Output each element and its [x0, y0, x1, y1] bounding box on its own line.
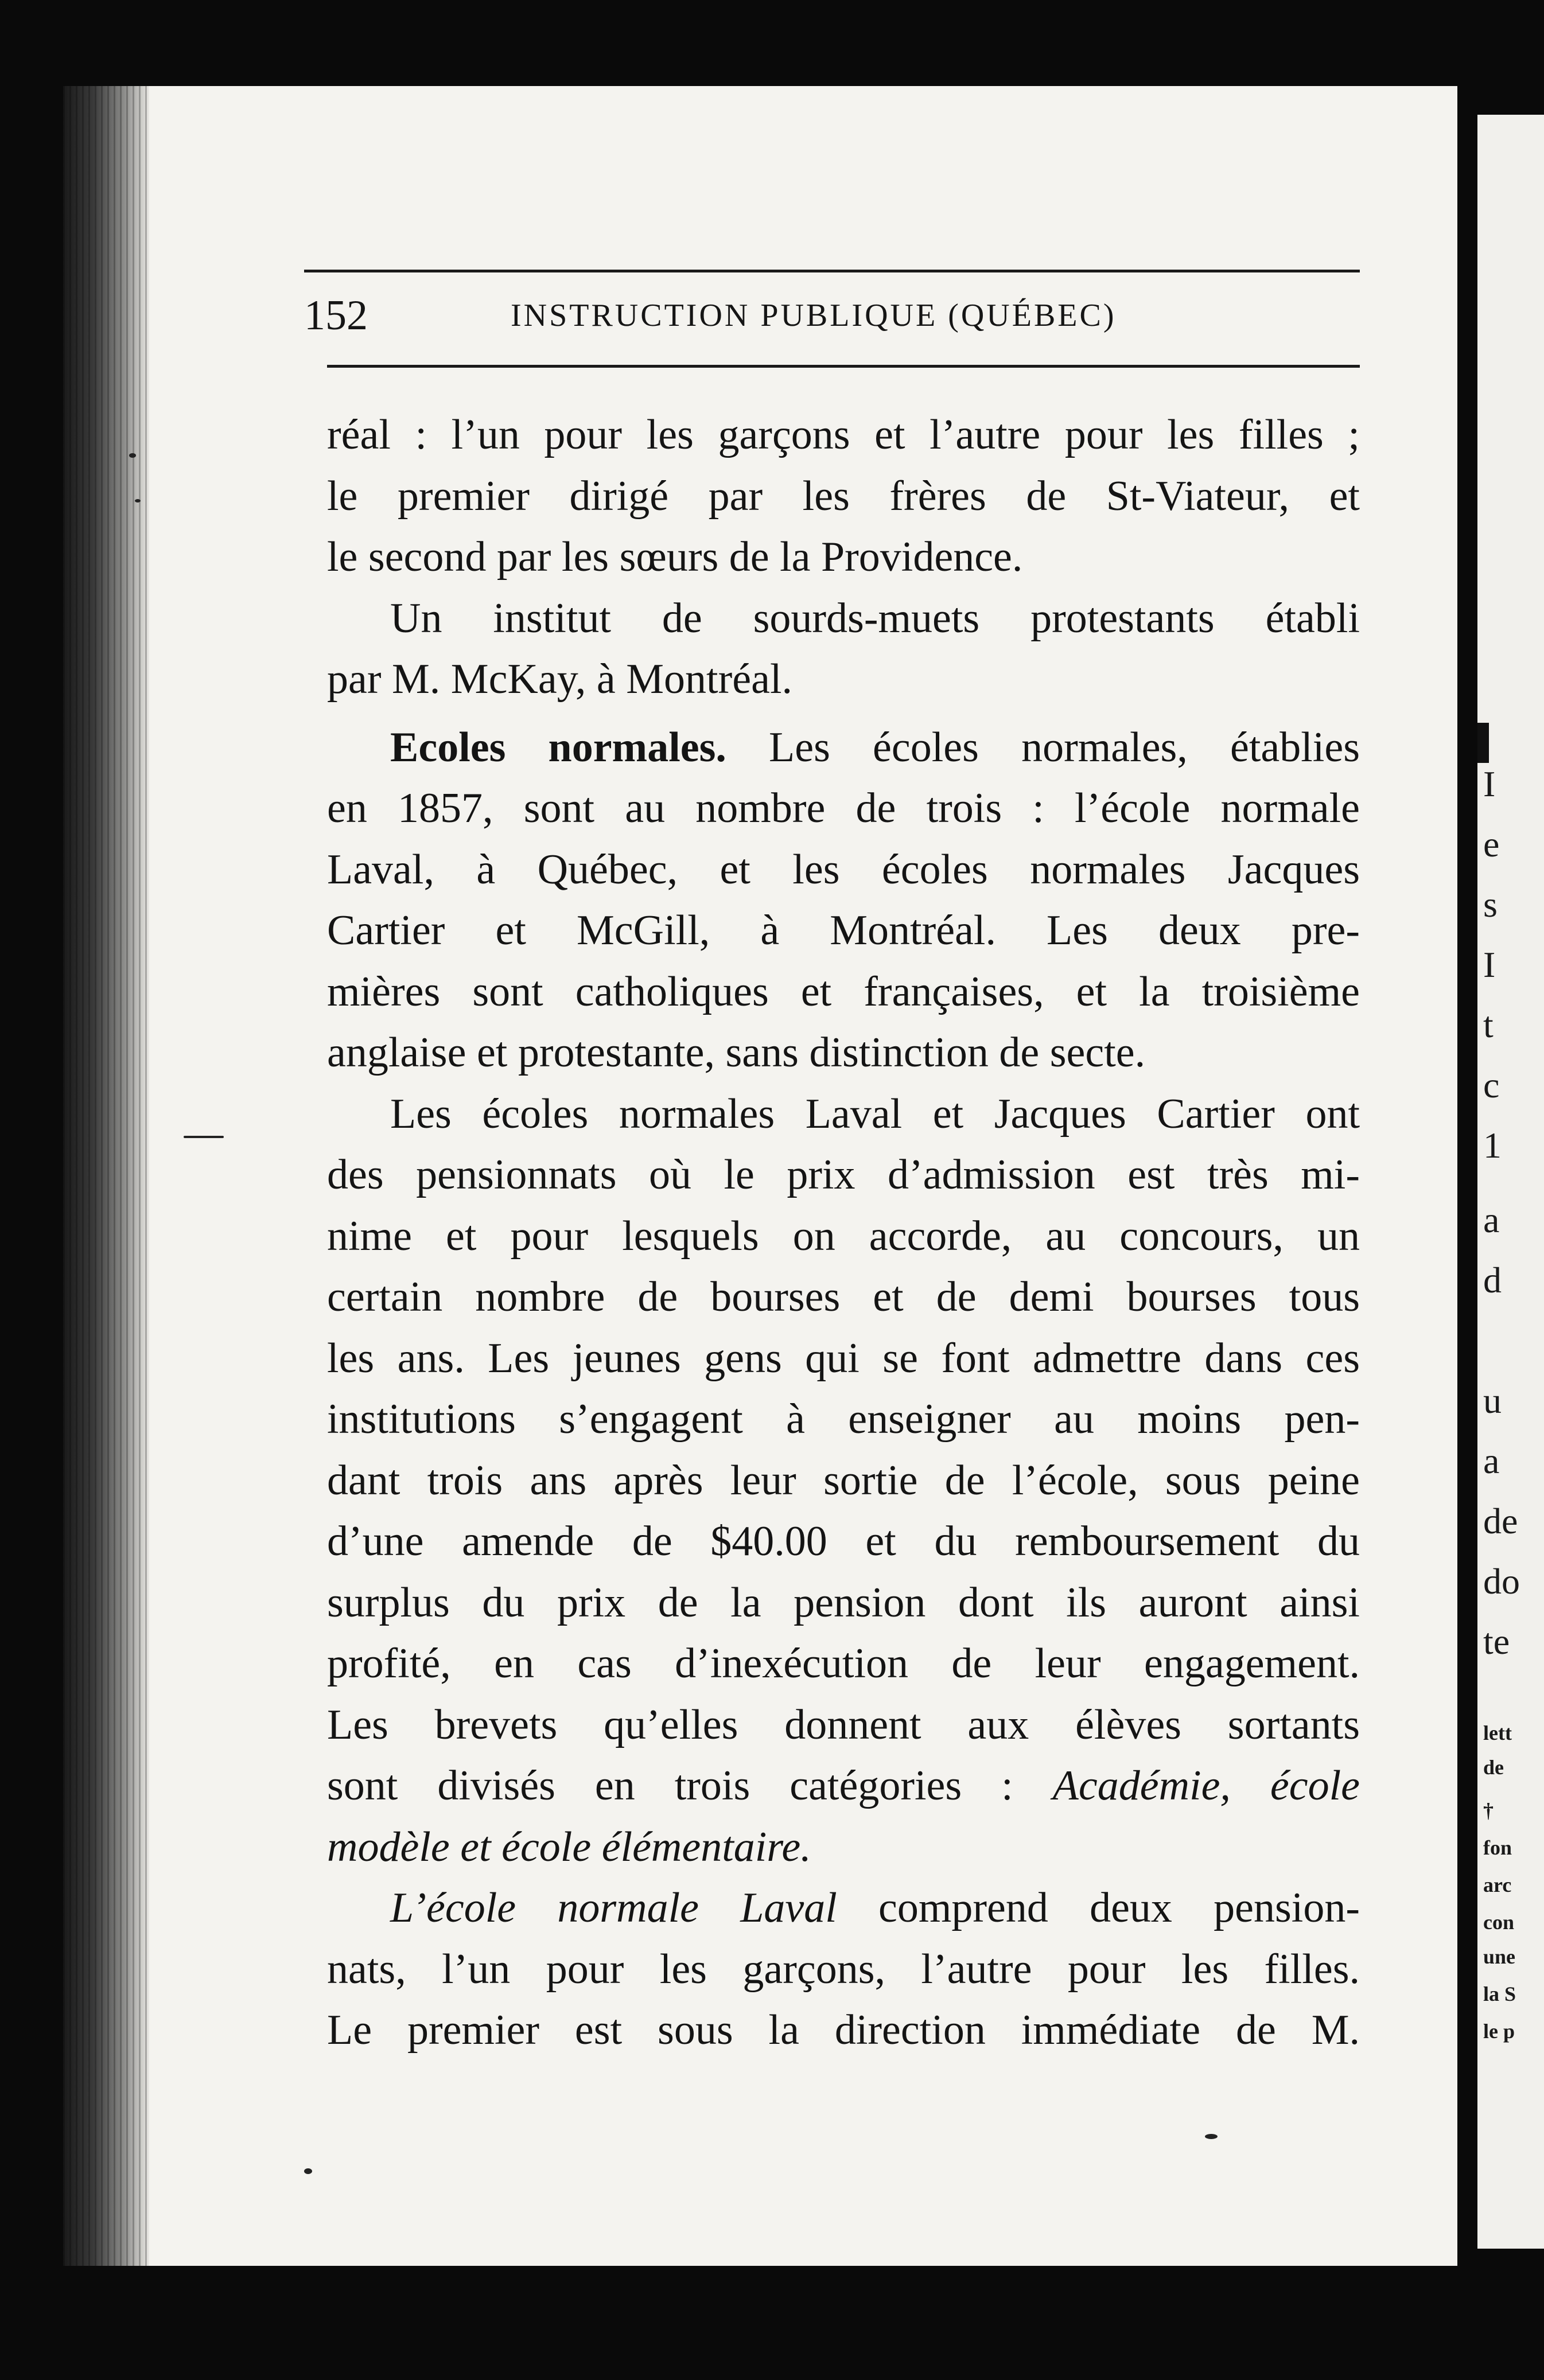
- text-run: sont divisés en trois catégories :: [327, 1762, 1053, 1809]
- neighbor-fragment: con: [1483, 1911, 1514, 1934]
- text-line: surplus du prix de la pension dont ils auront ainsi: [327, 1579, 1360, 1626]
- text-line: les ans. Les jeunes gens qui se font admettre dans ces: [327, 1334, 1360, 1382]
- text-line: Cartier et McGill, à Montréal. Les deux pre-: [327, 907, 1360, 954]
- text-line: anglaise et protestante, sans distinction de secte.: [327, 1029, 1146, 1076]
- text-line: Le premier est sous la direction immédiate de M.: [327, 2007, 1360, 2054]
- neighbor-fragment: lett: [1483, 1721, 1512, 1744]
- neighbor-fragment: I: [1483, 764, 1496, 804]
- neighbor-fragment: de: [1483, 1756, 1504, 1779]
- neighbor-fragment: la S: [1483, 1982, 1516, 2005]
- neighbor-fragment: e: [1483, 824, 1500, 864]
- neighbor-fragment: u: [1483, 1380, 1502, 1421]
- italic-run: L’école normale Laval: [390, 1884, 837, 1931]
- paragraph-lead-line: [327, 717, 1360, 778]
- neighbor-fragment: c: [1483, 1065, 1500, 1105]
- paragraph-lead-line: [327, 1877, 1360, 1939]
- margin-mark: [184, 1136, 224, 1138]
- text-line: par M. McKay, à Montréal.: [327, 656, 793, 703]
- neighbor-fragment: de: [1483, 1501, 1518, 1541]
- text-line: dant trois ans après leur sortie de l’école, sous peine: [327, 1456, 1360, 1504]
- header-bottom-rule: [327, 365, 1360, 368]
- text-run: Les écoles normales, établies: [726, 723, 1360, 771]
- text-run: comprend deux pension-: [837, 1884, 1360, 1931]
- text-line: Laval, à Québec, et les écoles normales Jacques: [327, 846, 1360, 893]
- text-line: certain nombre de bourses et de demi bourses tous: [327, 1273, 1360, 1321]
- text-line: le second par les sœurs de la Providence.: [327, 533, 1023, 581]
- text-line: profité, en cas d’inexécution de leur engagement.: [327, 1640, 1360, 1687]
- neighbor-fragment: d: [1483, 1260, 1502, 1300]
- section-heading: Ecoles normales.: [390, 723, 726, 771]
- text-line: des pensionnats où le prix d’admission est très mi-: [327, 1151, 1360, 1198]
- neighbor-fragment: a: [1483, 1440, 1500, 1481]
- neighbor-fragment: arc: [1483, 1873, 1512, 1896]
- header-top-rule: [304, 270, 1360, 272]
- scan-speck: [135, 499, 141, 503]
- text-line: le premier dirigé par les frères de St-Viateur, et: [327, 472, 1360, 520]
- neighbor-fragment: te: [1483, 1621, 1510, 1662]
- body-text: [327, 404, 1360, 2061]
- running-title: INSTRUCTION PUBLIQUE (QUÉBEC): [511, 298, 1117, 333]
- neighbor-mark: [1477, 723, 1489, 763]
- text-line: Les brevets qu’elles donnent aux élèves sortants: [327, 1701, 1360, 1748]
- neighbor-fragment: s: [1483, 884, 1498, 925]
- neighbor-fragment: †: [1483, 1799, 1494, 1822]
- page-number: 152: [304, 292, 368, 339]
- neighbor-fragment: t: [1483, 1004, 1494, 1045]
- text-line: Les écoles normales Laval et Jacques Cartier ont: [390, 1090, 1360, 1138]
- neighbor-fragment: fon: [1483, 1836, 1512, 1859]
- neighbor-fragment: do: [1483, 1561, 1520, 1602]
- scan-speck: [129, 453, 136, 458]
- text-line: nats, l’un pour les garçons, l’autre pour les filles.: [327, 1945, 1360, 1993]
- neighbor-fragment: I: [1483, 944, 1496, 985]
- scan-speck: [1205, 2134, 1218, 2139]
- text-line: en 1857, sont au nombre de trois : l’école normale: [327, 785, 1360, 832]
- text-line: Un institut de sourds-muets protestants établi: [390, 594, 1360, 642]
- neighbor-fragment: 1: [1483, 1125, 1502, 1166]
- text-line: modèle et école élémentaire.: [327, 1823, 811, 1871]
- neighbor-fragment: a: [1483, 1199, 1500, 1240]
- neighbor-fragment: une: [1483, 1945, 1516, 1968]
- text-line: [327, 1755, 1360, 1817]
- text-line: institutions s’engagent à enseigner au moins pen-: [327, 1396, 1360, 1443]
- running-head: [304, 281, 1360, 350]
- text-line: réal : l’un pour les garçons et l’autre pour les filles ;: [327, 411, 1360, 458]
- text-line: nime et pour lesquels on accorde, au concours, un: [327, 1212, 1360, 1260]
- scan-speck: [304, 2168, 312, 2174]
- italic-run: Académie, école: [1052, 1762, 1360, 1809]
- text-line: mières sont catholiques et françaises, et la troisième: [327, 968, 1360, 1015]
- page-binding-lines: [63, 86, 149, 2266]
- text-line: d’une amende de $40.00 et du remboursement du: [327, 1518, 1360, 1565]
- neighbor-page-edge: [1477, 115, 1544, 2249]
- neighbor-fragment: le p: [1483, 2020, 1515, 2043]
